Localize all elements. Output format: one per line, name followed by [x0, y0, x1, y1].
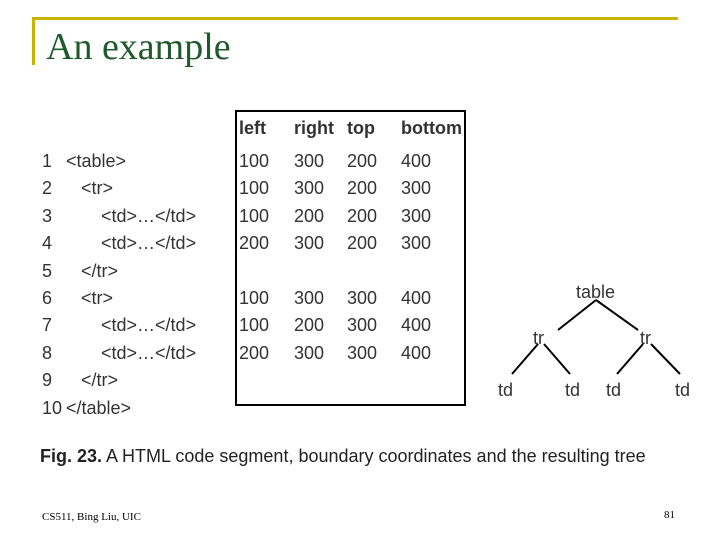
code-line — [42, 175, 196, 202]
cell: 300 — [294, 342, 325, 363]
code-line — [42, 258, 196, 285]
cell: 400 — [401, 342, 432, 363]
code-text: <td>…</td> — [66, 233, 197, 254]
cell: 100 — [239, 205, 270, 226]
line-number: 10 — [42, 397, 63, 418]
cell: 300 — [347, 315, 378, 336]
cell: 100 — [239, 287, 270, 308]
tree-edge — [544, 344, 570, 374]
line-number: 9 — [42, 370, 53, 391]
line-number: 8 — [42, 342, 53, 363]
cell: 300 — [294, 151, 325, 171]
code-text: <td>…</td> — [66, 342, 197, 363]
cell: 200 — [294, 205, 325, 226]
coordinates-table-header — [239, 118, 461, 139]
cell: 300 — [401, 205, 432, 226]
table-row — [239, 340, 461, 367]
cell: 200 — [347, 233, 378, 254]
line-number: 1 — [42, 151, 53, 171]
dom-tree-diagram — [480, 270, 710, 410]
table-row — [239, 230, 461, 257]
cell: 400 — [401, 151, 432, 171]
cell: 100 — [239, 151, 270, 171]
line-number: 6 — [42, 287, 53, 308]
slide-title: An example — [46, 26, 231, 68]
header-bottom: bottom — [401, 118, 462, 138]
cell: 200 — [294, 315, 325, 336]
code-text: </tr> — [66, 370, 119, 391]
cell: 300 — [347, 287, 378, 308]
cell: 400 — [401, 287, 432, 308]
tree-edge — [558, 300, 596, 330]
tree-node-td: td — [675, 380, 691, 400]
figure-caption-text: A HTML code segment, boundary coordinates and the resulting tree — [102, 446, 646, 466]
tree-node-table: table — [576, 282, 616, 302]
line-number: 4 — [42, 233, 53, 254]
code-line — [42, 148, 196, 175]
cell: 400 — [401, 315, 432, 336]
cell: 300 — [294, 287, 325, 308]
code-text: <tr> — [66, 178, 114, 199]
figure-label: Fig. 23. — [40, 446, 103, 466]
cell: 200 — [239, 342, 270, 363]
tree-node-td: td — [498, 380, 514, 400]
header-left: left — [239, 118, 266, 138]
cell: 300 — [294, 233, 325, 254]
header-top: top — [347, 118, 375, 138]
cell: 300 — [347, 342, 378, 363]
tree-edge — [651, 344, 680, 374]
code-line — [42, 285, 196, 312]
code-text: <td>…</td> — [66, 315, 197, 336]
cell: 100 — [239, 178, 270, 199]
header-right: right — [294, 118, 334, 138]
tree-node-td: td — [606, 380, 622, 400]
cell: 300 — [401, 178, 432, 199]
cell: 300 — [401, 233, 432, 254]
table-row — [239, 148, 461, 175]
table-row — [239, 285, 461, 312]
tree-edge — [512, 344, 538, 374]
line-number: 5 — [42, 260, 53, 281]
tree-node-tr: tr — [640, 328, 651, 348]
code-line — [42, 230, 196, 257]
title-accent-bar-top — [32, 17, 678, 20]
cell: 200 — [347, 205, 378, 226]
code-text: <td>…</td> — [66, 205, 197, 226]
code-line — [42, 367, 196, 394]
code-text: <tr> — [66, 287, 114, 308]
tree-edge — [596, 300, 638, 330]
title-accent-bar-left — [32, 17, 35, 65]
html-code-listing — [42, 148, 196, 422]
code-line — [42, 340, 196, 367]
code-line — [42, 203, 196, 230]
tree-node-tr: tr — [533, 328, 544, 348]
line-number: 7 — [42, 315, 53, 336]
table-row — [239, 203, 461, 230]
coordinates-table-body — [239, 148, 461, 367]
tree-node-td: td — [565, 380, 581, 400]
footer-course: CS511, Bing Liu, UIC — [42, 511, 141, 523]
cell: 200 — [239, 233, 270, 254]
code-text: </tr> — [66, 260, 119, 281]
table-row-spacer — [239, 258, 461, 285]
cell: 200 — [347, 151, 378, 171]
page-number: 81 — [664, 509, 675, 521]
line-number: 2 — [42, 178, 53, 199]
code-line — [42, 395, 196, 422]
cell: 200 — [347, 178, 378, 199]
table-row — [239, 312, 461, 339]
code-text: </table> — [66, 397, 132, 418]
tree-edge — [617, 344, 643, 374]
figure-caption — [40, 446, 646, 467]
code-text: <table> — [66, 151, 127, 171]
line-number: 3 — [42, 205, 53, 226]
code-line — [42, 312, 196, 339]
cell: 100 — [239, 315, 270, 336]
table-row — [239, 175, 461, 202]
cell: 300 — [294, 178, 325, 199]
